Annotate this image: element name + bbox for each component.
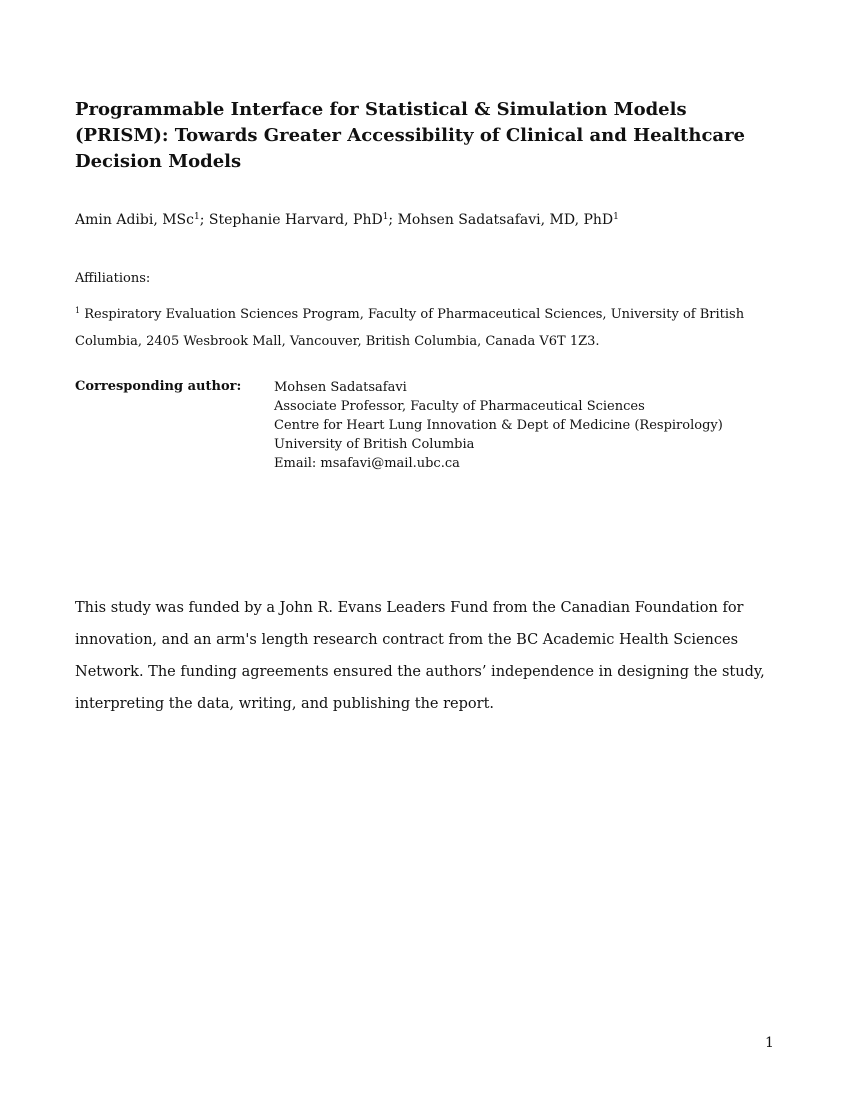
affiliation-body: Respiratory Evaluation Sciences Program, Faculty of Pharmaceutical Sciences, University of British Columbia, 2405 Wesbrook Mall, Vancouver, British Columbia, Canada V6T 1Z3. [75, 307, 745, 349]
author-separator: ; [388, 212, 398, 228]
author-affiliation-marker: 1 [194, 212, 200, 222]
author-separator: ; [199, 212, 209, 228]
corresponding-author-details [274, 378, 723, 473]
affiliations-label: Affiliations: [75, 271, 151, 286]
corresponding-name: Mohsen Sadatsafavi [274, 380, 407, 395]
affiliation-text [75, 297, 775, 355]
corresponding-institution: University of British Columbia [274, 437, 475, 452]
author-name: Mohsen Sadatsafavi, MD, PhD [397, 212, 614, 228]
corresponding-position: Associate Professor, Faculty of Pharmaceutical Sciences [274, 399, 645, 414]
corresponding-department: Centre for Heart Lung Innovation & Dept of Medicine (Respirology) [274, 418, 723, 433]
author-name: Amin Adibi, MSc [75, 212, 194, 228]
affiliation-marker: 1 [75, 306, 81, 315]
author-list [75, 207, 795, 230]
funding-statement: This study was funded by a John R. Evans Leaders Fund from the Canadian Foundation for innovation, and an arm's length research contract from the BC Academic Health Sciences Network. The funding agreements ensured the authors’ independence in designing the study, interpreting the data, writing, and publishing the report. [75, 600, 765, 712]
paper-title: Programmable Interface for Statistical & Simulation Models (PRISM): Towards Greater Accessibility of Clinical and Healthcare Decision Models [75, 99, 746, 172]
page-number: 1 [765, 1035, 774, 1051]
corresponding-email: Email: msafavi@mail.ubc.ca [274, 456, 460, 471]
corresponding-author-label: Corresponding author: [75, 379, 242, 394]
author-affiliation-marker: 1 [613, 212, 619, 222]
author-affiliation-marker: 1 [382, 212, 389, 222]
author-name: Stephanie Harvard, PhD [208, 212, 383, 228]
